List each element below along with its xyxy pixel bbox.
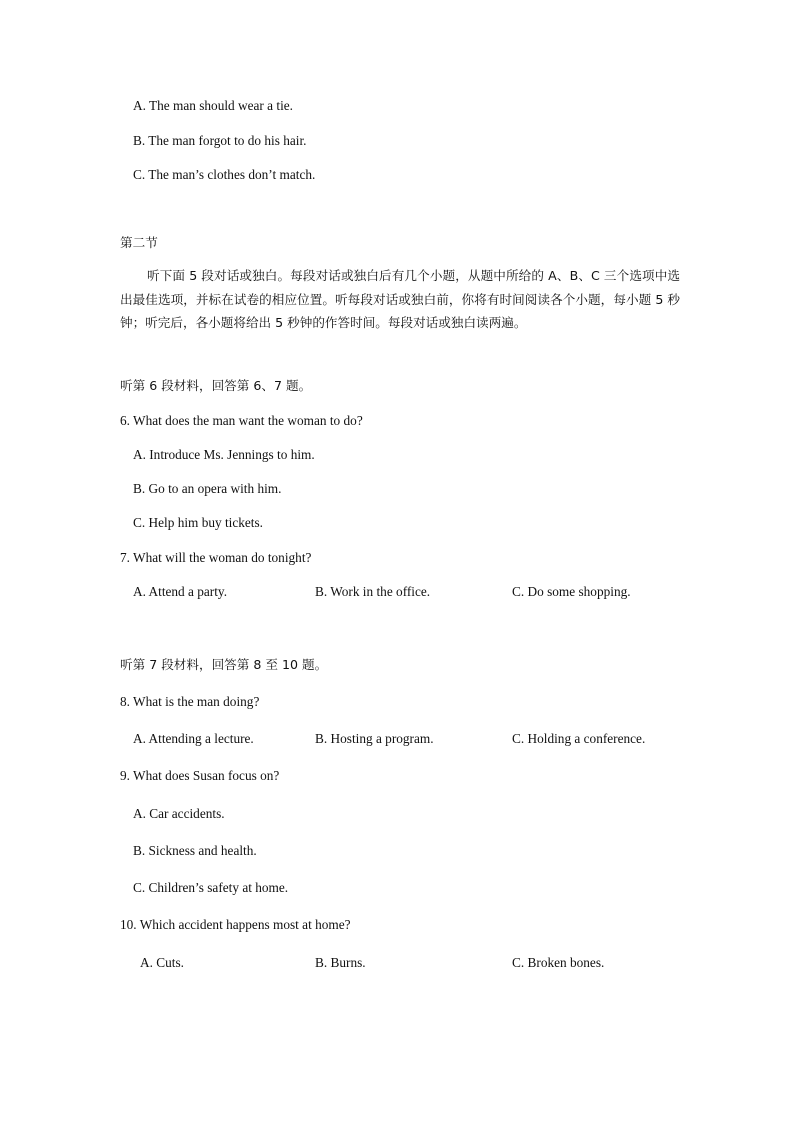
material-6-header: 听第 6 段材料，回答第 6、7 题。 (120, 378, 312, 393)
q10-option-a: A. Cuts. (140, 955, 184, 970)
q6-option-a: A. Introduce Ms. Jennings to him. (133, 447, 315, 462)
q10-option-b: B. Burns. (315, 955, 366, 970)
section-heading: 第二节 (120, 235, 158, 250)
q5-option-c: C. The man’s clothes don’t match. (133, 167, 316, 182)
q8-option-c: C. Holding a conference. (512, 731, 646, 746)
section-instructions: 听下面 5 段对话或独白。每段对话或独白后有几个小题，从题中所给的 A、B、C 三个选项中选出最佳选项，并标在试卷的相应位置。听每段对话或独白前，你将有时间阅读各个小题，每小题 5 秒钟；听完后，各小题将给出 5 秒钟的作答时间。每段对话或独白读两遍。 (120, 268, 680, 330)
q8-option-a: A. Attending a lecture. (133, 731, 254, 746)
q5-option-a: A. The man should wear a tie. (133, 98, 294, 113)
material-7-header: 听第 7 段材料，回答第 8 至 10 题。 (120, 657, 328, 672)
q8-option-b: B. Hosting a program. (315, 731, 434, 746)
q6-question: 6. What does the man want the woman to do? (120, 413, 363, 428)
q7-option-c: C. Do some shopping. (512, 584, 631, 599)
q10-question: 10. Which accident happens most at home? (120, 917, 351, 932)
q6-option-b: B. Go to an opera with him. (133, 481, 282, 496)
q10-option-c: C. Broken bones. (512, 955, 605, 970)
q9-option-c: C. Children’s safety at home. (133, 880, 289, 895)
q5-option-b: B. The man forgot to do his hair. (133, 133, 307, 148)
q6-option-c: C. Help him buy tickets. (133, 515, 264, 530)
q9-option-b: B. Sickness and health. (133, 843, 257, 858)
q8-question: 8. What is the man doing? (120, 694, 260, 709)
q7-option-b: B. Work in the office. (315, 584, 431, 599)
q9-option-a: A. Car accidents. (133, 806, 225, 821)
q9-question: 9. What does Susan focus on? (120, 768, 280, 783)
q7-question: 7. What will the woman do tonight? (120, 550, 312, 565)
q7-option-a: A. Attend a party. (133, 584, 228, 599)
